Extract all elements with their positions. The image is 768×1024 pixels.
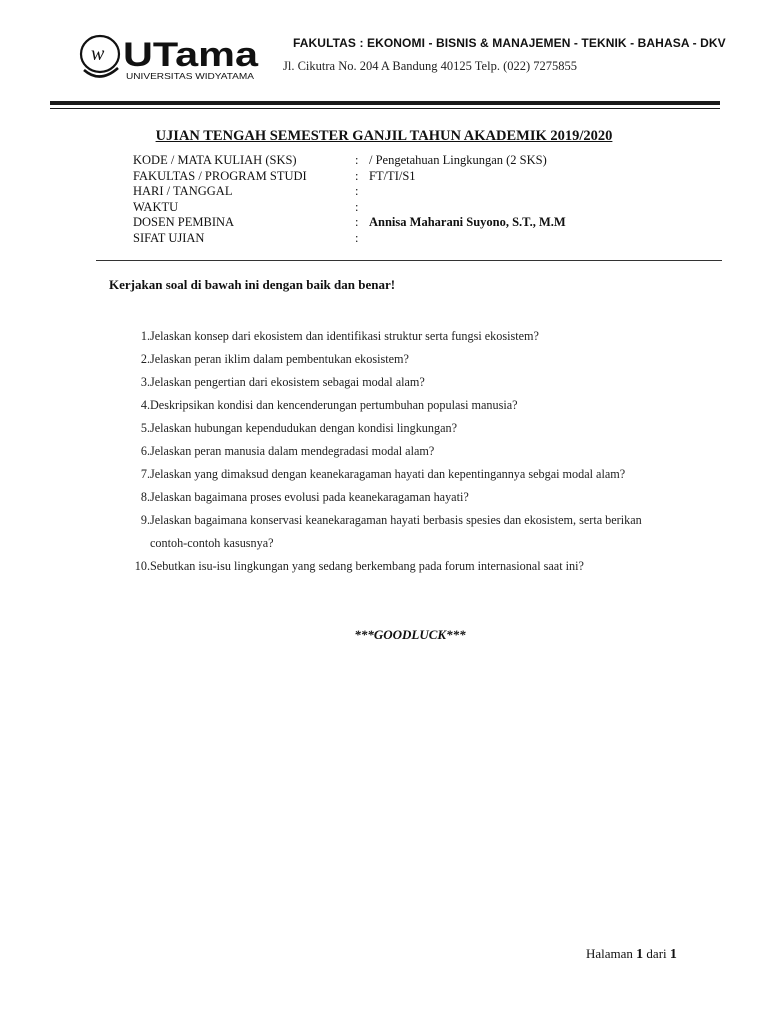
footer-page-number: 1 — [636, 947, 644, 962]
meta-colon: : — [355, 184, 359, 198]
question-text: Jelaskan pengertian dari ekosistem sebagai modal alam? — [150, 375, 425, 389]
meta-colon: : — [355, 168, 359, 183]
footer-page-total: 1 — [669, 947, 677, 962]
meta-colon: : — [355, 230, 359, 245]
question-number: 1. — [140, 329, 150, 343]
question-text: Jelaskan bagaimana proses evolusi pada keanekaragaman hayati? — [150, 490, 469, 504]
question-text: Jelaskan yang dimaksud dengan keanekaragaman hayati dan kepentingannya sebgai modal alam? — [150, 467, 626, 481]
question-number: 8. — [140, 490, 150, 504]
meta-value: Annisa Maharani Suyono, S.T., M.M — [369, 215, 566, 229]
question-text: Jelaskan peran manusia dalam mendegradasi modal alam? — [150, 444, 435, 458]
question-item — [120, 486, 680, 509]
meta-value: FT/TI/S1 — [369, 168, 416, 183]
question-text: Deskripsikan kondisi dan kencenderungan pertumbuhan populasi manusia? — [150, 398, 518, 412]
footer-prefix: Halaman — [586, 946, 633, 961]
instruction-text: Kerjakan soal di bawah ini dengan baik dan benar! — [109, 277, 396, 292]
question-item — [120, 371, 680, 394]
campus-address: Jl. Cikutra No. 204 A Bandung 40125 Telp. (022) 7275855 — [283, 59, 578, 73]
page-footer — [586, 946, 677, 963]
meta-label: WAKTU — [133, 199, 179, 214]
question-text: Sebutkan isu-isu lingkungan yang sedang berkembang pada forum internasional saat ini? — [150, 559, 584, 573]
exam-title: UJIAN TENGAH SEMESTER GANJIL TAHUN AKADEMIK 2019/2020 — [155, 128, 613, 144]
question-item — [120, 555, 680, 578]
question-item — [120, 394, 680, 417]
question-item — [120, 440, 680, 463]
closing-text: ***GOODLUCK*** — [354, 627, 466, 642]
faculty-list: FAKULTAS : EKONOMI - BISNIS & MANAJEMEN - TEKNIK - BAHASA - DKV — [293, 36, 726, 50]
question-number: 9. — [140, 513, 150, 527]
meta-label: HARI / TANGGAL — [133, 184, 233, 198]
question-item — [120, 417, 680, 440]
footer-middle: dari — [646, 946, 667, 961]
header-divider-thin — [50, 108, 720, 109]
logo-subtitle: UNIVERSITAS WIDYATAMA — [126, 71, 255, 81]
university-logo — [78, 30, 263, 85]
logo-swoosh-icon — [81, 36, 119, 77]
question-number: 3. — [140, 375, 150, 389]
meta-label: FAKULTAS / PROGRAM STUDI — [133, 168, 307, 183]
meta-colon: : — [355, 199, 359, 214]
question-item — [120, 509, 680, 555]
meta-label: DOSEN PEMBINA — [133, 215, 235, 229]
question-number: 7. — [140, 467, 150, 481]
question-text: Jelaskan peran iklim dalam pembentukan ekosistem? — [150, 352, 409, 366]
question-item — [120, 325, 680, 348]
question-item — [120, 348, 680, 371]
question-number: 6. — [140, 444, 150, 458]
question-text: Jelaskan bagaimana konservasi keanekaragaman hayati berbasis spesies dan ekosistem, serta berikan — [150, 513, 642, 527]
svg-text:w: w — [91, 43, 105, 65]
question-number: 4. — [140, 398, 150, 412]
meta-value: / Pengetahuan Lingkungan (2 SKS) — [369, 153, 547, 167]
meta-colon: : — [355, 153, 359, 167]
meta-label: SIFAT UJIAN — [133, 230, 205, 245]
header-divider-thick — [50, 101, 720, 105]
question-text: Jelaskan konsep dari ekosistem dan identifikasi struktur serta fungsi ekosistem? — [150, 329, 539, 343]
question-item — [120, 463, 680, 486]
meta-colon: : — [355, 215, 359, 229]
question-list — [120, 325, 680, 578]
question-text: Jelaskan hubungan kependudukan dengan kondisi lingkungan? — [150, 421, 457, 435]
question-number: 5. — [140, 421, 150, 435]
question-text: contoh-contoh kasusnya? — [150, 536, 274, 550]
logo-wordmark: UTama — [123, 36, 260, 74]
meta-divider — [96, 260, 722, 261]
meta-label: KODE / MATA KULIAH (SKS) — [133, 153, 297, 167]
question-number: 2. — [140, 352, 150, 366]
question-number: 10. — [134, 559, 150, 573]
